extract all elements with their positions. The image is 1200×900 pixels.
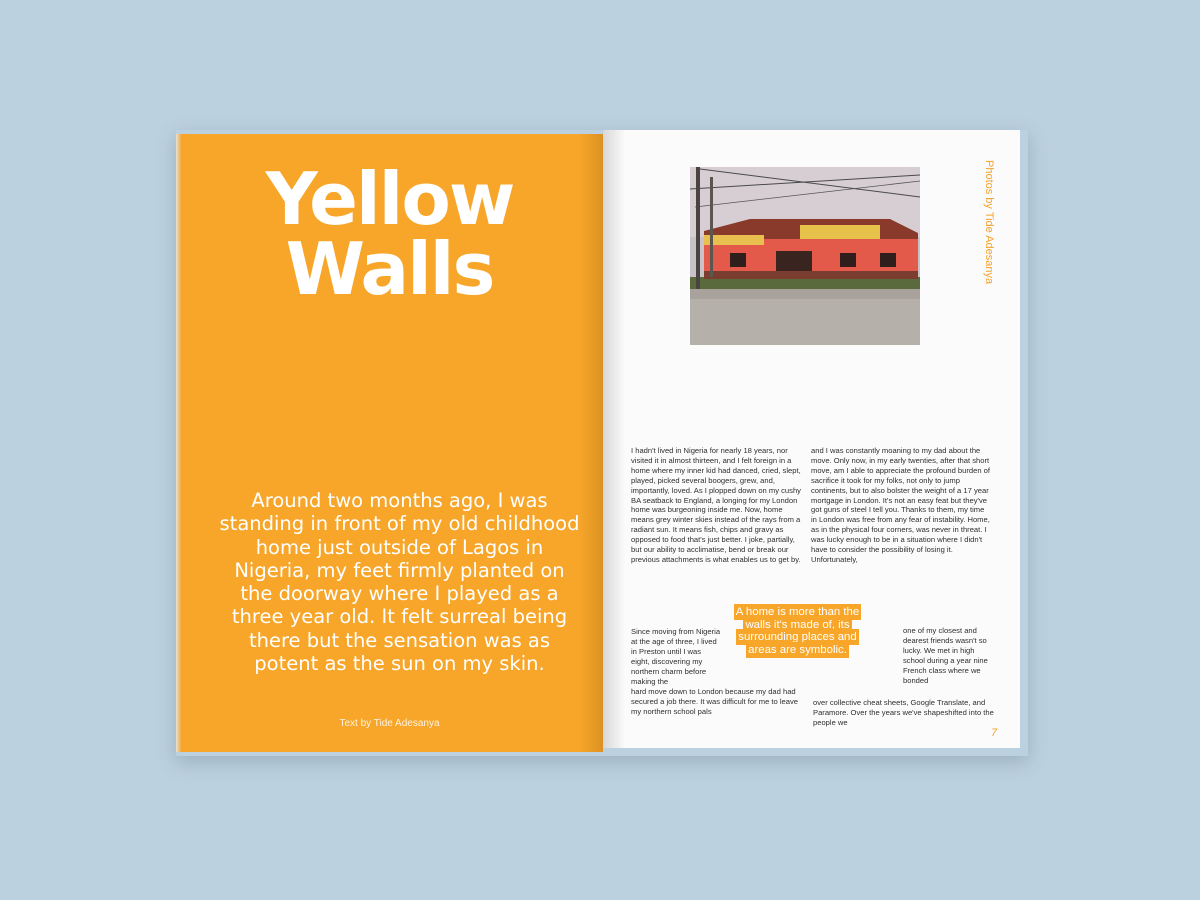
pull-quote-text: A home is more than the walls it's made of, its surrounding places and areas are symbolic. <box>735 606 860 656</box>
body-column-1: I hadn't lived in Nigeria for nearly 18 years, nor visited it in almost thirteen, and I felt foreign in a home where my inner kid had danced, cried, slept, played, picked several boogers, grew, and, importantly, loved. As I plopped down on my cushy BA seatback to England, a longing for my London home was burgeoning inside me. Now, home means grey winter skies instead of the rays from a radiant sun. It means fish, chips and gravy as opposed to food that's just better. I joke, partially, but our ability to acclimatise, bend or break our previous attachments is what enables us to get by. <box>631 446 801 564</box>
title-line-2: Walls <box>285 227 494 311</box>
page-gutter-shadow <box>603 130 625 748</box>
text-credit: Text by Tide Adesanya <box>339 718 440 729</box>
body-column-4: hard move down to London because my dad had secured a job there. It was difficult for me to leave my northern school pals <box>631 687 799 716</box>
page-gutter-shadow <box>579 134 603 752</box>
article-title <box>176 157 603 311</box>
body-column-5: one of my closest and dearest friends wasn't so lucky. We met in high school during a year nine French class where we bonded <box>903 626 988 685</box>
body-column-3: Since moving from Nigeria at the age of three, I lived in Preston until I was eight, discovering my northern charm before making the <box>631 627 721 686</box>
right-page <box>603 130 1020 748</box>
left-page <box>176 134 603 752</box>
body-column-2: and I was constantly moaning to my dad about the move. Only now, in my early twenties, after that short move, am I able to appreciate the profound burden of sacrifice it took for my folks, not only to jump continents, but to also bolster the weight of a 17 year mortgage in London. It's not an easy feat but they've got guns of steel I tell you. Thanks to them, my time in London was free from any fear of instability. Home, as in the physical four corners, was never in threat. I was lucky enough to be in a situation where I didn't have to consider the possibility of losing it. Unfortunately, <box>811 446 990 564</box>
house-photo <box>690 167 920 345</box>
intro-paragraph: Around two months ago, I was standing in front of my old childhood home just outside of Lagos in Nigeria, my feet firmly planted on the doorway where I played as a three year old. It felt surreal being there but the sensation was as potent as the sun on my skin. <box>219 489 580 676</box>
title-line-1: Yellow <box>265 157 514 241</box>
photo-credit <box>973 160 1003 340</box>
page-number: 7 <box>991 727 998 739</box>
body-column-6: over collective cheat sheets, Google Translate, and Paramore. Over the years we've shapeshifted into the people we <box>813 698 994 727</box>
photo-credit-text: Photos by Tide Adesanya <box>983 160 995 285</box>
pull-quote <box>728 606 867 656</box>
house-photo-image <box>690 167 920 345</box>
